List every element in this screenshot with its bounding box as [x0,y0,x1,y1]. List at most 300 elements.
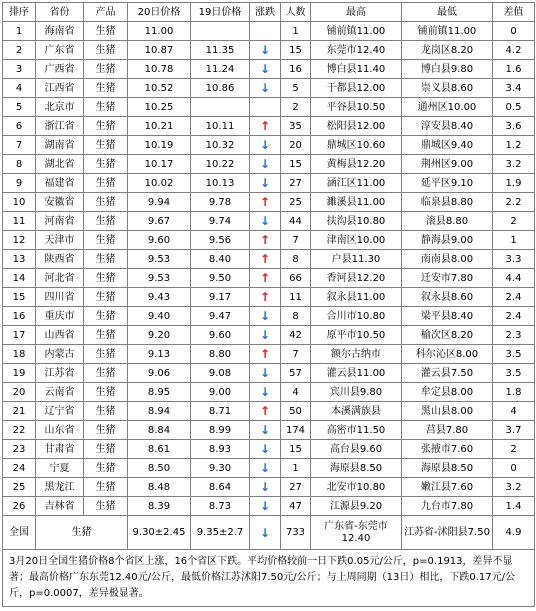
province-cell: 湖北省 [36,155,84,174]
total-diff: 4.9 [493,516,535,550]
product-cell: 生猪 [84,269,128,288]
people-cell: 27 [281,478,311,497]
header-diff: 差值 [493,3,535,22]
trend-icon [250,98,281,117]
diff-cell: 4.4 [493,269,535,288]
table-row [3,459,535,478]
arrow-down-icon: ↓ [250,155,281,174]
price-20-cell: 9.40 [128,307,191,326]
diff-cell: 2.4 [493,288,535,307]
price-19-cell: 8.71 [191,402,250,421]
header-lowest: 最低 [402,3,493,22]
product-cell: 生猪 [84,22,128,41]
province-cell: 北京市 [36,98,84,117]
header-province: 省份 [36,3,84,22]
hog-price-table [2,2,535,607]
people-cell: 8 [281,307,311,326]
diff-cell: 0 [493,22,535,41]
diff-cell: 2.4 [493,307,535,326]
lowest-cell: 黑山县8.00 [402,402,493,421]
total-people: 733 [281,516,311,550]
arrow-up-icon: ↑ [250,345,281,364]
price-19-cell: 8.93 [191,440,250,459]
arrow-up-icon: ↑ [250,117,281,136]
highest-cell: 海原县8.50 [311,459,402,478]
price-19-cell [191,98,250,117]
product-cell: 生猪 [84,497,128,516]
total-row [3,516,535,550]
people-cell: 7 [281,345,311,364]
people-cell: 7 [281,231,311,250]
arrow-down-icon: ↓ [250,136,281,155]
province-cell: 江苏省 [36,364,84,383]
highest-cell: 黄梅县12.20 [311,155,402,174]
rank-cell: 1 [3,22,36,41]
diff-cell: 1.6 [493,60,535,79]
product-cell: 生猪 [84,288,128,307]
lowest-cell: 淳安县8.40 [402,117,493,136]
product-cell: 生猪 [84,193,128,212]
price-19-cell: 9.74 [191,212,250,231]
highest-cell: 灌云县11.00 [311,364,402,383]
people-cell: 50 [281,402,311,421]
highest-cell: 本溪满族县 [311,402,402,421]
rank-cell: 24 [3,459,36,478]
rank-cell: 11 [3,212,36,231]
price-19-cell: 9.50 [191,269,250,288]
people-cell: 27 [281,174,311,193]
lowest-cell: 海原县8.50 [402,459,493,478]
summary-note: 3月20日全国生猪价格8个省区上涨，16个省区下跌。平均价格较前一日下跌0.05元/公斤，p=0.1913，差异不显著；最高价格广东东莞12.40元/公斤，最低价格江苏沭阳7.50元/公斤；与上周同期（13日）相比，下跌0.17元/公斤，p=0.0007，差异极显著。 [3,550,535,607]
diff-cell: 1.4 [493,497,535,516]
table-row [3,231,535,250]
price-19-cell: 10.86 [191,79,250,98]
arrow-down-icon: ↓ [250,41,281,60]
lowest-cell: 张掖市7.60 [402,440,493,459]
province-cell: 天津市 [36,231,84,250]
arrow-up-icon: ↑ [250,231,281,250]
price-20-cell: 9.60 [128,231,191,250]
price-report [2,2,534,607]
price-19-cell: 10.22 [191,155,250,174]
price-20-cell: 8.39 [128,497,191,516]
header-product: 产品 [84,3,128,22]
people-cell: 20 [281,136,311,155]
price-19-cell [191,22,250,41]
table-row [3,421,535,440]
lowest-cell: 龙岗区8.20 [402,41,493,60]
price-19-cell: 8.80 [191,345,250,364]
province-cell: 湖南省 [36,136,84,155]
lowest-cell: 铺前镇11.00 [402,22,493,41]
arrow-down-icon: ↓ [250,383,281,402]
table-row [3,250,535,269]
rank-cell: 22 [3,421,36,440]
table-row [3,288,535,307]
province-cell: 山西省 [36,326,84,345]
price-20-cell: 10.25 [128,98,191,117]
table-row [3,136,535,155]
header-price-20: 20日价格 [128,3,191,22]
diff-cell: 2.3 [493,326,535,345]
province-cell: 福建省 [36,174,84,193]
highest-cell: 涵江区11.00 [311,174,402,193]
diff-cell: 1.8 [493,383,535,402]
diff-cell: 0.5 [493,98,535,117]
province-cell: 宁夏 [36,459,84,478]
table-header-row [3,3,535,22]
total-product: 生猪 [36,516,128,550]
highest-cell: 宾川县9.80 [311,383,402,402]
lowest-cell: 九台市7.80 [402,497,493,516]
price-19-cell: 8.40 [191,250,250,269]
arrow-down-icon: ↓ [250,212,281,231]
product-cell: 生猪 [84,155,128,174]
table-row [3,364,535,383]
total-lowest: 江苏省-沭阳县7.50 [402,516,493,550]
product-cell: 生猪 [84,345,128,364]
price-19-cell: 10.13 [191,174,250,193]
province-cell: 广西省 [36,60,84,79]
price-19-cell: 9.60 [191,326,250,345]
product-cell: 生猪 [84,383,128,402]
arrow-down-icon: ↓ [250,478,281,497]
arrow-down-icon: ↓ [250,326,281,345]
price-20-cell: 11.00 [128,22,191,41]
diff-cell: 2.2 [493,193,535,212]
product-cell: 生猪 [84,231,128,250]
lowest-cell: 灌云县7.50 [402,364,493,383]
diff-cell: 3.3 [493,250,535,269]
arrow-up-icon: ↑ [250,193,281,212]
lowest-cell: 牟定县8.00 [402,383,493,402]
price-19-cell: 9.47 [191,307,250,326]
rank-cell: 6 [3,117,36,136]
province-cell: 江西省 [36,79,84,98]
highest-cell: 江源县9.20 [311,497,402,516]
table-row [3,174,535,193]
rank-cell: 21 [3,402,36,421]
arrow-down-icon: ↓ [250,364,281,383]
lowest-cell: 梁平县8.40 [402,307,493,326]
price-19-cell: 9.08 [191,364,250,383]
lowest-cell: 嫩江县7.60 [402,478,493,497]
people-cell: 15 [281,41,311,60]
province-cell: 四川省 [36,288,84,307]
people-cell: 16 [281,60,311,79]
table-row [3,79,535,98]
product-cell: 生猪 [84,402,128,421]
total-price-20: 9.30±2.45 [128,516,191,550]
product-cell: 生猪 [84,440,128,459]
price-20-cell: 10.17 [128,155,191,174]
product-cell: 生猪 [84,326,128,345]
arrow-down-icon: ↓ [250,497,281,516]
product-cell: 生猪 [84,136,128,155]
table-row [3,60,535,79]
people-cell: 2 [281,98,311,117]
lowest-cell: 崇义县8.60 [402,79,493,98]
rank-cell: 17 [3,326,36,345]
price-20-cell: 9.53 [128,269,191,288]
product-cell: 生猪 [84,98,128,117]
product-cell: 生猪 [84,250,128,269]
people-cell: 8 [281,250,311,269]
lowest-cell: 滚县8.80 [402,212,493,231]
lowest-cell: 临泉县8.80 [402,193,493,212]
rank-cell: 10 [3,193,36,212]
lowest-cell: 鼎城区9.40 [402,136,493,155]
price-20-cell: 10.87 [128,41,191,60]
highest-cell: 额尔古纳市 [311,345,402,364]
rank-cell: 3 [3,60,36,79]
highest-cell: 津南区10.00 [311,231,402,250]
province-cell: 安徽省 [36,193,84,212]
people-cell: 11 [281,288,311,307]
highest-cell: 东莞市12.40 [311,41,402,60]
rank-cell: 26 [3,497,36,516]
lowest-cell: 博白县9.80 [402,60,493,79]
people-cell: 174 [281,421,311,440]
header-rank: 排序 [3,3,36,22]
rank-cell: 12 [3,231,36,250]
rank-cell: 2 [3,41,36,60]
table-row [3,98,535,117]
table-row [3,326,535,345]
product-cell: 生猪 [84,79,128,98]
rank-cell: 8 [3,155,36,174]
price-19-cell: 9.56 [191,231,250,250]
trend-icon [250,22,281,41]
diff-cell: 3.6 [493,117,535,136]
price-20-cell: 8.50 [128,459,191,478]
arrow-up-icon: ↑ [250,269,281,288]
lowest-cell: 叙永县8.60 [402,288,493,307]
diff-cell: 3.5 [493,364,535,383]
price-20-cell: 10.21 [128,117,191,136]
lowest-cell: 榆次区8.20 [402,326,493,345]
province-cell: 浙江省 [36,117,84,136]
arrow-down-icon: ↓ [250,60,281,79]
province-cell: 陕西省 [36,250,84,269]
price-20-cell: 8.95 [128,383,191,402]
lowest-cell: 迁安市7.80 [402,269,493,288]
price-20-cell: 9.20 [128,326,191,345]
table-row [3,497,535,516]
diff-cell: 2 [493,440,535,459]
province-cell: 河北省 [36,269,84,288]
price-19-cell: 11.24 [191,60,250,79]
price-20-cell: 10.52 [128,79,191,98]
product-cell: 生猪 [84,212,128,231]
header-trend: 涨跌 [250,3,281,22]
highest-cell: 于都县12.00 [311,79,402,98]
lowest-cell: 科尔沁区8.00 [402,345,493,364]
province-cell: 内蒙古 [36,345,84,364]
product-cell: 生猪 [84,478,128,497]
table-row [3,193,535,212]
price-20-cell: 9.13 [128,345,191,364]
table-row [3,440,535,459]
price-19-cell: 11.35 [191,41,250,60]
people-cell: 4 [281,383,311,402]
price-20-cell: 9.94 [128,193,191,212]
diff-cell: 4.2 [493,41,535,60]
table-row [3,41,535,60]
price-20-cell: 10.78 [128,60,191,79]
province-cell: 辽宁省 [36,402,84,421]
product-cell: 生猪 [84,174,128,193]
price-19-cell: 8.99 [191,421,250,440]
price-19-cell: 9.30 [191,459,250,478]
rank-cell: 14 [3,269,36,288]
price-20-cell: 8.94 [128,402,191,421]
price-19-cell: 9.17 [191,288,250,307]
arrow-down-icon: ↓ [250,174,281,193]
product-cell: 生猪 [84,117,128,136]
total-trend-icon: ↓ [250,516,281,550]
highest-cell: 高密市11.50 [311,421,402,440]
highest-cell: 扶沟县10.80 [311,212,402,231]
table-row [3,402,535,421]
province-cell: 重庆市 [36,307,84,326]
highest-cell: 高台县9.60 [311,440,402,459]
arrow-up-icon: ↑ [250,402,281,421]
diff-cell: 3.5 [493,345,535,364]
people-cell: 1 [281,459,311,478]
people-cell: 15 [281,440,311,459]
price-19-cell: 9.78 [191,193,250,212]
diff-cell: 3.2 [493,478,535,497]
header-highest: 最高 [311,3,402,22]
price-19-cell: 10.11 [191,117,250,136]
product-cell: 生猪 [84,41,128,60]
price-20-cell: 10.19 [128,136,191,155]
arrow-down-icon: ↓ [250,421,281,440]
rank-cell: 15 [3,288,36,307]
highest-cell: 叙永县11.00 [311,288,402,307]
price-20-cell: 9.06 [128,364,191,383]
price-20-cell: 9.43 [128,288,191,307]
total-price-19: 9.35±2.7 [191,516,250,550]
diff-cell: 3.2 [493,155,535,174]
table-row [3,383,535,402]
table-row [3,155,535,174]
diff-cell: 2 [493,212,535,231]
province-cell: 广东省 [36,41,84,60]
highest-cell: 博白县11.40 [311,60,402,79]
people-cell: 15 [281,155,311,174]
header-people: 人数 [281,3,311,22]
province-cell: 黑龙江 [36,478,84,497]
highest-cell: 合川市10.80 [311,307,402,326]
summary-note-row [3,550,535,607]
diff-cell: 1.2 [493,136,535,155]
people-cell: 5 [281,79,311,98]
lowest-cell: 静海县9.00 [402,231,493,250]
total-highest: 广东省-东莞市12.40 [311,516,402,550]
rank-cell: 9 [3,174,36,193]
people-cell: 1 [281,22,311,41]
highest-cell: 平谷县10.50 [311,98,402,117]
people-cell: 57 [281,364,311,383]
price-19-cell: 10.32 [191,136,250,155]
product-cell: 生猪 [84,459,128,478]
rank-cell: 4 [3,79,36,98]
header-price-19: 19日价格 [191,3,250,22]
arrow-down-icon: ↓ [250,440,281,459]
table-row [3,212,535,231]
table-row [3,478,535,497]
province-cell: 甘肃省 [36,440,84,459]
highest-cell: 香河县12.20 [311,269,402,288]
price-20-cell: 8.61 [128,440,191,459]
table-row [3,345,535,364]
product-cell: 生猪 [84,307,128,326]
rank-cell: 16 [3,307,36,326]
arrow-down-icon: ↓ [250,79,281,98]
product-cell: 生猪 [84,364,128,383]
diff-cell: 3.7 [493,421,535,440]
province-cell: 吉林省 [36,497,84,516]
table-row [3,307,535,326]
price-19-cell: 8.73 [191,497,250,516]
arrow-up-icon: ↑ [250,288,281,307]
price-20-cell: 9.53 [128,250,191,269]
province-cell: 河南省 [36,212,84,231]
people-cell: 66 [281,269,311,288]
highest-cell: 鼎城区10.60 [311,136,402,155]
arrow-down-icon: ↓ [250,459,281,478]
price-20-cell: 9.67 [128,212,191,231]
highest-cell: 濉溪县11.00 [311,193,402,212]
table-row [3,22,535,41]
lowest-cell: 延平区9.10 [402,174,493,193]
rank-cell: 20 [3,383,36,402]
highest-cell: 松阳县12.00 [311,117,402,136]
price-20-cell: 10.02 [128,174,191,193]
province-cell: 山东省 [36,421,84,440]
lowest-cell: 莒县7.80 [402,421,493,440]
price-19-cell: 9.00 [191,383,250,402]
highest-cell: 原平市10.50 [311,326,402,345]
province-cell: 云南省 [36,383,84,402]
diff-cell: 0 [493,459,535,478]
lowest-cell: 南南县8.00 [402,250,493,269]
lowest-cell: 荆州区9.00 [402,155,493,174]
diff-cell: 3.4 [493,79,535,98]
province-cell: 海南省 [36,22,84,41]
product-cell: 生猪 [84,421,128,440]
price-20-cell: 8.84 [128,421,191,440]
highest-cell: 户县11.30 [311,250,402,269]
highest-cell: 铺前镇11.00 [311,22,402,41]
rank-cell: 18 [3,345,36,364]
people-cell: 44 [281,212,311,231]
total-label: 全国 [3,516,36,550]
product-cell: 生猪 [84,60,128,79]
price-20-cell: 8.48 [128,478,191,497]
arrow-down-icon: ↓ [250,307,281,326]
people-cell: 47 [281,497,311,516]
diff-cell: 1 [493,231,535,250]
lowest-cell: 通州区10.00 [402,98,493,117]
table-row [3,269,535,288]
rank-cell: 19 [3,364,36,383]
rank-cell: 7 [3,136,36,155]
rank-cell: 25 [3,478,36,497]
people-cell: 42 [281,326,311,345]
